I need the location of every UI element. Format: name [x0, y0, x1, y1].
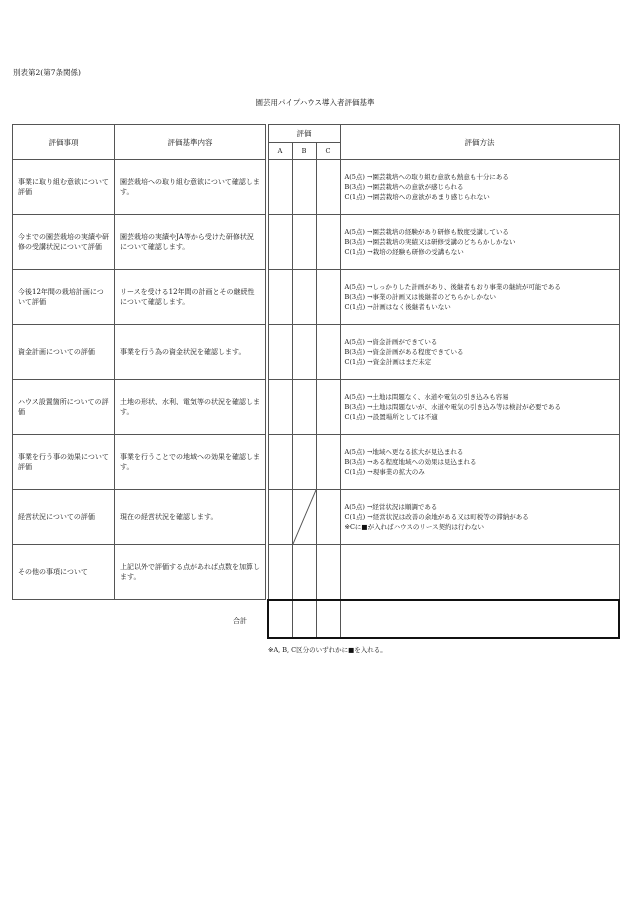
grade-b-checkbox[interactable]: [292, 380, 316, 435]
method-line: B(3点) →園芸栽培の実績又は研修受講のどちらかしかない: [344, 238, 516, 246]
reference-label: 別表第2(第7条関係): [13, 68, 81, 77]
table-row: [268, 215, 619, 270]
header-criteria: 評価基準内容: [115, 125, 266, 160]
item-cell: 今後12年間の栽培計画について評価: [13, 270, 115, 325]
document-title: 園芸用パイプハウス導入者評価基準: [255, 98, 375, 107]
grade-a-checkbox[interactable]: [268, 270, 292, 325]
grade-b-checkbox[interactable]: [292, 545, 316, 601]
total-grade-b[interactable]: [292, 600, 316, 638]
grade-a-checkbox[interactable]: [268, 435, 292, 490]
method-cell: [340, 380, 619, 435]
grade-c-checkbox[interactable]: [316, 380, 340, 435]
criteria-cell: 現在の経営状況を確認します。: [115, 490, 266, 545]
evaluation-items-table: [12, 124, 266, 600]
method-line: A(5点) →園芸栽培への取り組む意欲も熱意も十分にある: [344, 173, 509, 181]
total-method-cell[interactable]: [340, 600, 619, 638]
method-line: ※Cに■が入ればハウスのリース契約は行わない: [344, 523, 485, 531]
criteria-cell: 園芸栽培の実績やJA等から受けた研修状況について確認します。: [115, 215, 266, 270]
method-cell: [340, 270, 619, 325]
table-row: [268, 545, 619, 601]
grade-a-checkbox[interactable]: [268, 545, 292, 601]
evaluation-score-table: [267, 124, 620, 639]
grade-c-checkbox[interactable]: [316, 160, 340, 215]
method-cell: [340, 435, 619, 490]
table-row: [268, 270, 619, 325]
grade-c-checkbox[interactable]: [316, 325, 340, 380]
header-evaluation: 評価: [268, 125, 340, 143]
grade-a-checkbox[interactable]: [268, 490, 292, 545]
method-line: A(5点) →地域へ更なる拡大が見込まれる: [344, 448, 464, 456]
grade-b-checkbox[interactable]: [292, 325, 316, 380]
grade-a-checkbox[interactable]: [268, 325, 292, 380]
method-cell: [340, 325, 619, 380]
grade-c-checkbox[interactable]: [316, 270, 340, 325]
header-method: 評価方法: [340, 125, 619, 160]
method-line: C(1点) →計画はなく後継者もいない: [344, 303, 451, 311]
header-grade-b: B: [292, 143, 316, 160]
header-item: 評価事項: [13, 125, 115, 160]
table-row: [13, 490, 266, 545]
grade-a-checkbox[interactable]: [268, 160, 292, 215]
method-cell: [340, 160, 619, 215]
criteria-cell: 園芸栽培への取り組む意欲について確認します。: [115, 160, 266, 215]
item-cell: 今までの園芸栽培の実績や研修の受講状況について評価: [13, 215, 115, 270]
method-line: C(1点) →設置場所としては不適: [344, 413, 438, 421]
method-line: A(5点) →経営状況は順調である: [344, 503, 438, 511]
table-row: [13, 435, 266, 490]
total-grade-c[interactable]: [316, 600, 340, 638]
method-line: B(3点) →ある程度地域への効果は見込まれる: [344, 458, 477, 466]
method-line: C(1点) →現事業の拡大のみ: [344, 468, 425, 476]
criteria-cell: 事業を行う為の資金状況を確認します。: [115, 325, 266, 380]
item-cell: ハウス設置箇所についての評価: [13, 380, 115, 435]
item-cell: 事業に取り組む意欲について評価: [13, 160, 115, 215]
item-cell: その他の事項について: [13, 545, 115, 600]
table-row: [13, 215, 266, 270]
method-cell: [340, 215, 619, 270]
grade-c-checkbox[interactable]: [316, 545, 340, 601]
grade-c-checkbox[interactable]: [316, 435, 340, 490]
method-line: B(3点) →事業の計画又は後継者のどちらかしかない: [344, 293, 497, 301]
grade-b-checkbox[interactable]: [292, 270, 316, 325]
criteria-cell: 上記以外で評価する点があれば点数を加算します。: [115, 545, 266, 600]
method-line: C(1点) →経営状況は改善の余地がある又は町税等の滞納がある: [344, 513, 529, 521]
table-row: [268, 490, 619, 545]
criteria-cell: 土地の形状、水利、電気等の状況を確認します。: [115, 380, 266, 435]
grade-a-checkbox[interactable]: [268, 215, 292, 270]
table-row: [13, 380, 266, 435]
method-line: A(5点) →しっかりした計画があり、後継者もおり事業の継続が可能である: [344, 283, 561, 291]
grade-c-checkbox[interactable]: [316, 490, 340, 545]
grade-b-checkbox[interactable]: [292, 160, 316, 215]
table-row: [268, 160, 619, 215]
criteria-cell: リースを受ける12年間の計画とその継続性について確認します。: [115, 270, 266, 325]
table-row: [13, 325, 266, 380]
method-line: B(3点) →園芸栽培への意欲が感じられる: [344, 183, 464, 191]
grade-a-checkbox[interactable]: [268, 380, 292, 435]
method-cell: [340, 545, 619, 601]
criteria-cell: 事業を行うことでの地域への効果を確認します。: [115, 435, 266, 490]
footnote: ※A, B, C区分のいずれかに■を入れる。: [268, 646, 387, 654]
method-line: A(5点) →土地は問題なく、水道や電気の引き込みも容易: [344, 393, 509, 401]
total-row: [268, 600, 619, 638]
table-row: [13, 160, 266, 215]
method-line: B(3点) →資金計画がある程度できている: [344, 348, 464, 356]
method-line: C(1点) →栽培の経験も研修の受講もない: [344, 248, 464, 256]
total-label: 合計: [233, 617, 247, 625]
method-cell: [340, 490, 619, 545]
item-cell: 事業を行う事の効果について評価: [13, 435, 115, 490]
method-line: B(3点) →土地は問題ないが、水道や電気の引き込み等は検討が必要である: [344, 403, 562, 411]
method-line: A(5点) →資金計画ができている: [344, 338, 438, 346]
diagonal-slash-icon: [293, 490, 316, 544]
grade-b-checkbox[interactable]: [292, 215, 316, 270]
table-row: [268, 380, 619, 435]
grade-b-not-applicable: [292, 490, 316, 545]
header-grade-a: A: [268, 143, 292, 160]
total-grade-a[interactable]: [268, 600, 292, 638]
item-cell: 経営状況についての評価: [13, 490, 115, 545]
table-row: [13, 270, 266, 325]
method-line: C(1点) →資金計画はまだ未定: [344, 358, 432, 366]
table-row: [268, 435, 619, 490]
grade-c-checkbox[interactable]: [316, 215, 340, 270]
grade-b-checkbox[interactable]: [292, 435, 316, 490]
method-line: A(5点) →園芸栽培の経験があり研修も数度受講している: [344, 228, 509, 236]
table-row: [13, 545, 266, 600]
method-line: C(1点) →園芸栽培への意欲があまり感じられない: [344, 193, 490, 201]
table-row: [268, 325, 619, 380]
item-cell: 資金計画についての評価: [13, 325, 115, 380]
header-grade-c: C: [316, 143, 340, 160]
